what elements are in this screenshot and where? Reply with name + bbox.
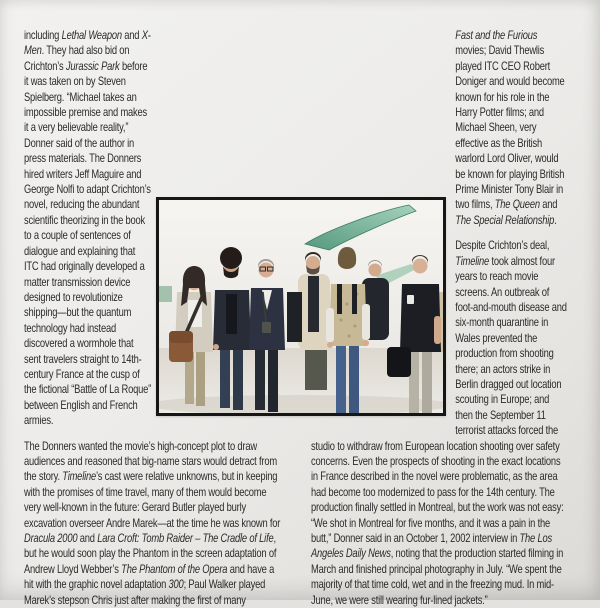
cast-photo-illustration xyxy=(159,200,443,413)
paragraph: The Donners wanted the movie’s high-concept plot to draw audiences and reasoned that big-name stars would detract from the story. Timeline’s cast were relative unknowns, but in keeping with the promises of time travel, many of them would become very well-known in the future: Gerard Butler played burly excavation overseer Andre Marek—at the time he was known for Dracula 2000 and Lara Croft: Tomb Raider – The Cradle of Life, but he would soon play the Phantom in the screen adaptation of Andrew Lloyd Webber’s The Phantom of the Opera and have a hit with the graphic novel adaptation 300; Paul Walker played Marek’s stepson Chris just after making the first of many xyxy=(24,438,281,607)
cast-group-photo xyxy=(156,197,446,416)
paragraph: including Lethal Weapon and X-Men. They had also bid on Crichton’s Jurassic Park before it was taken on by Steven Spielberg. “Michael takes an impossible premise and makes it a very believable reality,” Donner said of the author in press materials. The Donners hired writers Jeff Maguire and George Nolfi to adapt Crichton’s novel, reducing the abundant scientific theorizing in the book to a couple of sentences of dialogue and explaining that ITC had originally developed a matter transmission device designed to revolutionize shipping—but the quantum technology had instead discovered a wormhole that sent travelers straight to 14th-century France at the cusp of the fictional “Battle of La Roque” between English and French armies. xyxy=(24,28,152,428)
paragraph: Fast and the Furious movies; David Thewlis played ITC CEO Robert Doniger and would become known for his role in the Harry Potter films; and Michael Sheen, very effective as the British warlord Lord Oliver, would be known for playing British Prime Minister Tony Blair in two films, The Queen and The Special Relationship. xyxy=(455,28,565,227)
paragraph: Despite Crichton’s deal, Timeline took almost four years to reach movie screens. An outbreak of foot-and-mouth disease and six-month quarantine in Wales prevented the production from shooting there; an actors strike in Berlin dragged out location scouting in Europe; and then the September 11 terrorist attacks forced the studio to withdraw from European location shooting over safety concerns. Even the prospects of shooting in the exact locations in France described in the novel were problematic, as the area had become too modernized to pass for the 14th century. The production finally settled in Montreal, but the work was not easy: “We shot in Montreal for five months, and it was a pain in the butt,” Donner said in an October 1, 2002 interview in The Los Angeles Daily News, noting that the production started filming in March and finished principal photography in July. “We spent the majority of that time cold, wet and in the freezing mud. In mid-June, we were still wearing fur-lined jackets.” xyxy=(311,238,567,607)
green-strip xyxy=(159,286,172,302)
person-partial-dark xyxy=(287,292,302,342)
